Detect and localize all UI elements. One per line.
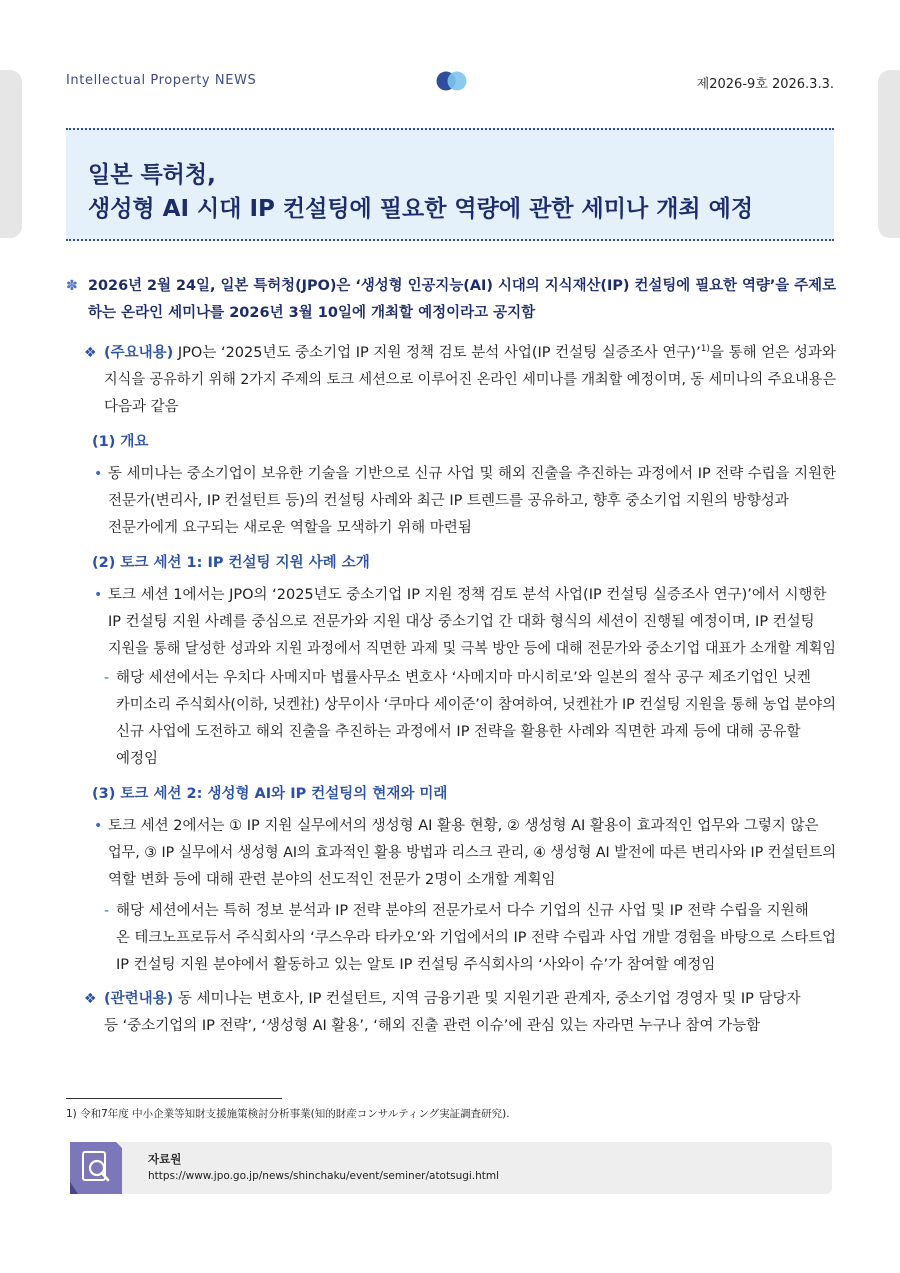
star-bullet-icon: ✽ [66, 278, 78, 294]
section-heading: (3) 토크 세션 2: 생성형 AI와 IP 컨설팅의 현재와 미래 [92, 786, 448, 802]
bullet-dot: • [94, 818, 103, 834]
source-label: 자료원 [148, 1152, 182, 1166]
source-url-link[interactable]: https://www.jpo.go.jp/news/shinchaku/event/seminer/atotsugi.html [148, 1170, 500, 1182]
issue-number-date: 제2026-9호 2026.3.3. [696, 77, 834, 92]
diamond-bullet-icon: ❖ [84, 991, 97, 1007]
bullet-dash: - [104, 903, 110, 919]
search-document-icon [70, 1142, 122, 1194]
bullet-dash: - [104, 670, 110, 686]
sub-bullet-line: 카미소리 주식회사(이하, 닛켄社) 상무이사 ‘쿠마다 세이준’이 참여하여, 닛켄社가 IP 컨설팅 지원을 통해 농업 분야의 [116, 697, 836, 713]
footnote: 1) 令和7年度 中小企業等知財支援施策検討分析事業(知的財産コンサルティング実証調査研究). [66, 1108, 510, 1120]
intro-line: 2026년 2월 24일, 일본 특허청(JPO)은 ‘생성형 인공지능(AI) 시대의 지식재산(IP) 컨설팅에 필요한 역량’을 주제로 [88, 278, 836, 294]
main-content-text: JPO는 ‘2025년도 중소기업 IP 지원 정책 검토 분석 사업(IP 컨설팅 실증조사 연구)’ [173, 345, 701, 361]
related-label: (관련내용) [104, 991, 174, 1007]
sub-bullet-line: IP 컨설팅 지원 분야에서 활동하고 있는 알토 IP 컨설팅 주식회사의 ‘사와이 슈’가 참여할 예정임 [116, 957, 716, 973]
bullet-line: 역할 변화 등에 대해 관련 분야의 선도적인 전문가 2명이 소개할 계획임 [108, 872, 556, 888]
main-content-text: 을 통해 얻은 성과와 [709, 345, 836, 361]
bullet-line: 전문가(변리사, IP 컨설턴트 등)의 컨설팅 사례와 최근 IP 트렌드를 공유하고, 향후 중소기업 지원의 방향성과 [108, 493, 789, 509]
newsletter-brand: Intellectual Property NEWS [66, 73, 257, 88]
main-content-line: 지식을 공유하기 위해 2가지 주제의 토크 세션으로 이루어진 온라인 세미나를 개최할 예정이며, 동 세미나의 주요내용은 [104, 372, 837, 388]
page-title-line-1: 일본 특허청, [88, 162, 216, 188]
main-content-label: (주요내용) [104, 345, 174, 361]
sub-bullet-line: 신규 사업에 도전하고 해외 진출을 추진하는 과정에서 IP 전략을 활용한 사례와 직면한 과제 등에 대해 공유할 [116, 724, 801, 740]
source-box [70, 1142, 832, 1194]
sub-bullet-line: 온 테크노프로듀서 주식회사의 ‘쿠스우라 타카오’와 기업에서의 IP 전략 수립과 사업 개발 경험을 바탕으로 스타트업 [116, 930, 837, 946]
main-content-line: 다음과 같음 [104, 399, 179, 415]
related-text: 동 세미나는 변호사, IP 컨설턴트, 지역 금융기관 및 지원기관 관계자, 중소기업 경영자 및 IP 담당자 [173, 991, 801, 1007]
bullet-dot: • [94, 466, 103, 482]
bullet-line: 토크 세션 2에서는 ① IP 지원 실무에서의 생성형 AI 활용 현황, ② 생성형 AI 활용이 효과적인 업무와 그렇지 않은 [108, 818, 819, 834]
page-title-line-2: 생성형 AI 시대 IP 컨설팅에 필요한 역량에 관한 세미나 개최 예정 [88, 196, 754, 222]
bullet-line: 동 세미나는 중소기업이 보유한 기술을 기반으로 신규 사업 및 해외 진출을 추진하는 과정에서 IP 전략 수립을 지원한 [108, 466, 837, 482]
bullet-line: 토크 세션 1에서는 JPO의 ‘2025년도 중소기업 IP 지원 정책 검토 분석 사업(IP 컨설팅 실증조사 연구)’에서 시행한 [108, 587, 827, 603]
section-heading: (2) 토크 세션 1: IP 컨설팅 지원 사례 소개 [92, 555, 370, 571]
bullet-line: 지원을 통해 달성한 성과와 지원 과정에서 직면한 과제 및 극복 방안 등에 대해 전문가와 중소기업 대표가 소개할 계획임 [108, 641, 837, 657]
related-line: 등 ‘중소기업의 IP 전략’, ‘생성형 AI 활용’, ‘해외 진출 관련 이슈’에 관심 있는 자라면 누구나 참여 가능함 [104, 1018, 761, 1034]
title-box [66, 128, 834, 241]
bullet-line: 전문가에게 요구되는 새로운 역할을 모색하기 위해 마련됨 [108, 520, 472, 536]
diamond-bullet-icon: ❖ [84, 345, 97, 361]
page-header [66, 70, 834, 94]
footnote-reference: 1) [700, 344, 710, 355]
right-page-tab [878, 70, 900, 238]
bullet-line: IP 컨설팅 지원 사례를 중심으로 전문가와 지원 대상 중소기업 간 대화 형식의 세션이 진행될 예정이며, IP 컨설팅 [108, 614, 815, 630]
bullet-dot: • [94, 587, 103, 603]
sub-bullet-line: 해당 세션에서는 특허 정보 분석과 IP 전략 분야의 전문가로서 다수 기업의 신규 사업 및 IP 전략 수립을 지원해 [116, 903, 809, 919]
sub-bullet-line: 예정임 [116, 751, 159, 767]
intro-line: 하는 온라인 세미나를 2026년 3월 10일에 개최할 예정이라고 공지함 [88, 305, 536, 321]
footnote-divider [66, 1098, 282, 1099]
related-line [104, 990, 801, 1009]
logo-circles-icon [434, 70, 470, 92]
main-content-line [104, 344, 836, 363]
bullet-line: 업무, ③ IP 실무에서 생성형 AI의 효과적인 활용 방법과 리스크 관리, ④ 생성형 AI 발전에 따른 변리사와 IP 컨설턴트의 [108, 845, 837, 861]
sub-bullet-line: 해당 세션에서는 우치다 사메지마 법률사무소 변호사 ‘사메지마 마시히로’와 일본의 절삭 공구 제조기업인 닛켄 [116, 670, 811, 686]
left-page-tab [0, 70, 22, 238]
section-heading: (1) 개요 [92, 434, 149, 450]
